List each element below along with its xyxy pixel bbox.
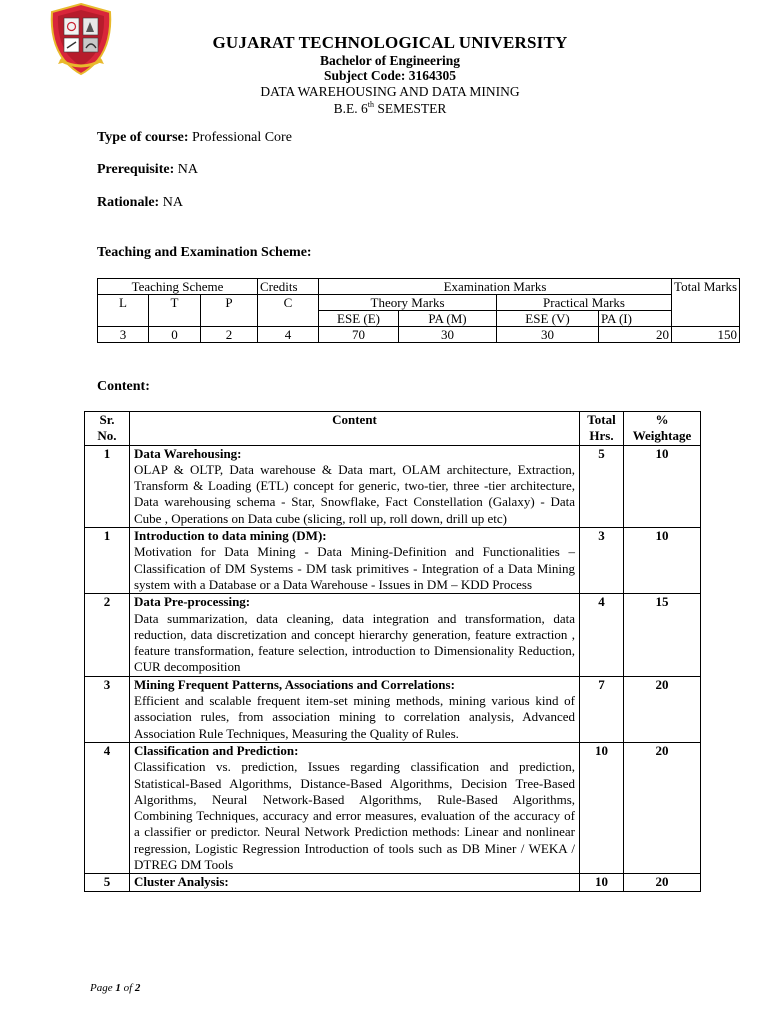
weightage-header: % Weightage <box>624 412 701 446</box>
row-sr-no: 5 <box>85 874 130 891</box>
semester-prefix: B.E. 6 <box>333 101 368 116</box>
row-description: OLAP & OLTP, Data warehouse & Data mart, OLAM architecture, Extraction, Transform & Loading (ETL) concept for generic, two-tier, three -tier architecture, Data warehousing schema - Star, Snowflake, Fact Constellation (Galaxy) - Data Cube , Operations on Data cube (slicing, roll up, roll down, drill up etc) <box>134 461 575 526</box>
row-content <box>130 594 580 676</box>
semester-line <box>90 101 690 117</box>
row-hours: 3 <box>580 528 624 594</box>
semester-suffix: SEMESTER <box>373 101 447 116</box>
row-sr-no: 2 <box>85 594 130 676</box>
ese-e-header: ESE (E) <box>319 311 399 327</box>
content-heading: Content: <box>97 379 150 394</box>
practical-marks-header: Practical Marks <box>497 295 672 311</box>
total-hrs-header: Total Hrs. <box>580 412 624 446</box>
p-value: 2 <box>201 327 258 343</box>
table-row <box>85 676 701 742</box>
row-description: Motivation for Data Mining - Data Mining-Definition and Functionalities – Classification of DM Systems - DM task primitives - Integration of a Data Mining system with a Database or a Data Warehouse - Issues in DM – KDD Process <box>134 544 575 592</box>
row-weightage: 10 <box>624 445 701 527</box>
rationale-value: NA <box>159 195 183 210</box>
row-sr-no: 3 <box>85 676 130 742</box>
row-content <box>130 445 580 527</box>
row-topic: Data Pre-processing: <box>134 594 251 610</box>
pa-i-value: 20 <box>599 327 672 343</box>
credits-header: Credits <box>258 279 319 295</box>
semester-sup: th <box>367 100 374 109</box>
row-sr-no: 1 <box>85 528 130 594</box>
page-total: 2 <box>134 982 141 994</box>
row-content <box>130 528 580 594</box>
table-row <box>85 445 701 527</box>
row-topic: Classification and Prediction: <box>134 742 299 758</box>
row-content <box>130 874 580 891</box>
table-row <box>85 742 701 873</box>
row-hours: 10 <box>580 874 624 891</box>
page-word: Page <box>90 982 116 994</box>
t-value: 0 <box>149 327 201 343</box>
course-type-label: Type of course: <box>97 130 189 145</box>
row-weightage: 10 <box>624 528 701 594</box>
prerequisite-label: Prerequisite: <box>97 162 175 177</box>
t-header: T <box>149 295 201 327</box>
content-header: Content <box>130 412 580 446</box>
pa-i-header: PA (I) <box>599 311 672 327</box>
degree-name: Bachelor of Engineering <box>320 53 460 68</box>
row-sr-no: 1 <box>85 445 130 527</box>
page-number: 1 <box>115 982 121 994</box>
subject-name: DATA WAREHOUSING AND DATA MINING <box>260 84 520 99</box>
prerequisite-value: NA <box>174 162 198 177</box>
row-description: Efficient and scalable frequent item-set mining methods, mining various kind of association rules, from association mining to correlation analysis, Advanced Association Rule Techniques, Measuring the Quality of Rules. <box>134 693 575 741</box>
row-topic: Cluster Analysis: <box>134 874 229 890</box>
ese-v-header: ESE (V) <box>497 311 599 327</box>
course-type-value: Professional Core <box>188 130 292 145</box>
course-type <box>97 130 292 146</box>
l-value: 3 <box>98 327 149 343</box>
row-hours: 5 <box>580 445 624 527</box>
row-hours: 10 <box>580 742 624 873</box>
page-footer <box>90 982 140 994</box>
scheme-heading: Teaching and Examination Scheme: <box>97 245 312 260</box>
row-hours: 4 <box>580 594 624 676</box>
row-hours: 7 <box>580 676 624 742</box>
c-header: C <box>258 295 319 327</box>
row-weightage: 20 <box>624 676 701 742</box>
row-weightage: 15 <box>624 594 701 676</box>
subject-code: Subject Code: 3164305 <box>324 68 456 83</box>
row-description: Classification vs. prediction, Issues regarding classification and prediction, Statistical-Based Algorithms, Distance-Based Algorithms, Decision Tree-Based Algorithms, Neural Network-Based Algorithms, Rule-Based Algorithms, Combining Techniques, accuracy and error measures, evaluation of the accuracy of a classifier or predictor. Neural Network Prediction methods: Linear and nonlinear regression, Logistic Regression Introduction of tools such as DB Miner / WEKA / DTREG DM Tools <box>134 759 575 873</box>
row-description: Data summarization, data cleaning, data integration and transformation, data reduction, data discretization and concept hierarchy generation, feature extraction , feature transformation, feature selection, introduction to Dimensionality Reduction, CUR decomposition <box>134 610 575 675</box>
row-weightage: 20 <box>624 874 701 891</box>
row-topic: Mining Frequent Patterns, Associations and Correlations: <box>134 676 455 692</box>
of-word: of <box>120 982 135 994</box>
content-table <box>84 411 701 892</box>
row-content <box>130 676 580 742</box>
row-sr-no: 4 <box>85 742 130 873</box>
row-content <box>130 742 580 873</box>
row-weightage: 20 <box>624 742 701 873</box>
p-header: P <box>201 295 258 327</box>
pa-m-value: 30 <box>399 327 497 343</box>
table-row <box>85 528 701 594</box>
exam-marks-header: Examination Marks <box>319 279 672 295</box>
l-header: L <box>98 295 149 327</box>
table-row <box>85 594 701 676</box>
prerequisite <box>97 162 198 178</box>
university-name: GUJARAT TECHNOLOGICAL UNIVERSITY <box>212 33 568 52</box>
row-topic: Introduction to data mining (DM): <box>134 528 327 544</box>
sr-no-header: Sr. No. <box>85 412 130 446</box>
row-topic: Data Warehousing: <box>134 445 242 461</box>
scheme-table <box>97 278 740 343</box>
c-value: 4 <box>258 327 319 343</box>
pa-m-header: PA (M) <box>399 311 497 327</box>
rationale-label: Rationale: <box>97 195 160 210</box>
total-value: 150 <box>672 327 740 343</box>
theory-marks-header: Theory Marks <box>319 295 497 311</box>
total-marks-header: Total Marks <box>672 279 740 327</box>
table-row <box>85 874 701 891</box>
ese-e-value: 70 <box>319 327 399 343</box>
ese-v-value: 30 <box>497 327 599 343</box>
rationale <box>97 195 183 211</box>
teaching-scheme-header: Teaching Scheme <box>98 279 258 295</box>
